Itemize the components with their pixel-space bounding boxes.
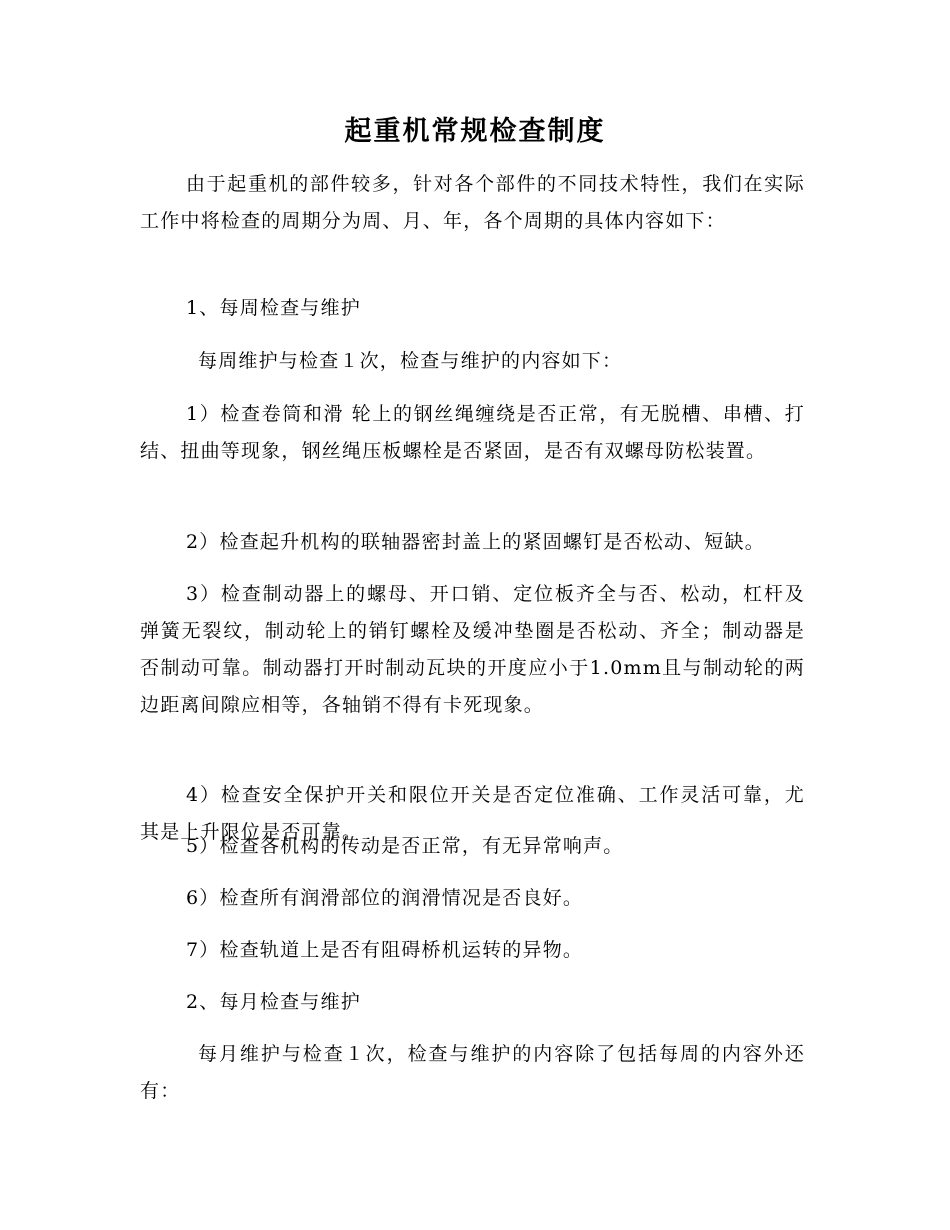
weekly-intro-paragraph: 每周维护与检查１次，检查与维护的内容如下：	[198, 350, 623, 372]
weekly-item-6: 6）检查所有润滑部位的润滑情况是否良好。	[186, 887, 584, 909]
section-heading-weekly: 1、每周检查与维护	[186, 297, 361, 319]
weekly-item-2: 2）检查起升机构的联轴器密封盖上的紧固螺钉是否松动、短缺。	[186, 531, 765, 553]
section-heading-monthly: 2、每月检查与维护	[186, 991, 361, 1013]
document-title: 起重机常规检查制度	[344, 116, 606, 147]
weekly-item-4: 4）检查安全保护开关和限位开关是否定位准确、工作灵活可靠，尤其是上升限位是否可靠。	[140, 784, 805, 843]
intro-paragraph: 由于起重机的部件较多，针对各个部件的不同技术特性，我们在实际工作中将检查的周期分为周、月、年，各个周期的具体内容如下：	[140, 173, 805, 232]
weekly-item-3: 3）检查制动器上的螺母、开口销、定位板齐全与否、松动，杠杆及弹簧无裂纹，制动轮上的销钉螺栓及缓冲垫圈是否松动、齐全；制动器是否制动可靠。制动器打开时制动瓦块的开度应小于1.0mm且与制动轮的两边距离间隙应相等，各轴销不得有卡死现象。	[140, 583, 805, 716]
monthly-intro-paragraph: 每月维护与检查１次，检查与维护的内容除了包括每周的内容外还有：	[140, 1043, 805, 1102]
weekly-item-1: 1）检查卷筒和滑 轮上的钢丝绳缠绕是否正常，有无脱槽、串槽、打结、扭曲等现象，钢丝绳压板螺栓是否紧固，是否有双螺母防松装置。	[140, 403, 805, 462]
weekly-item-5: 5）检查各机构的传动是否正常，有无异常响声。	[186, 835, 624, 857]
weekly-item-7: 7）检查轨道上是否有阻碍桥机运转的异物。	[186, 939, 584, 961]
